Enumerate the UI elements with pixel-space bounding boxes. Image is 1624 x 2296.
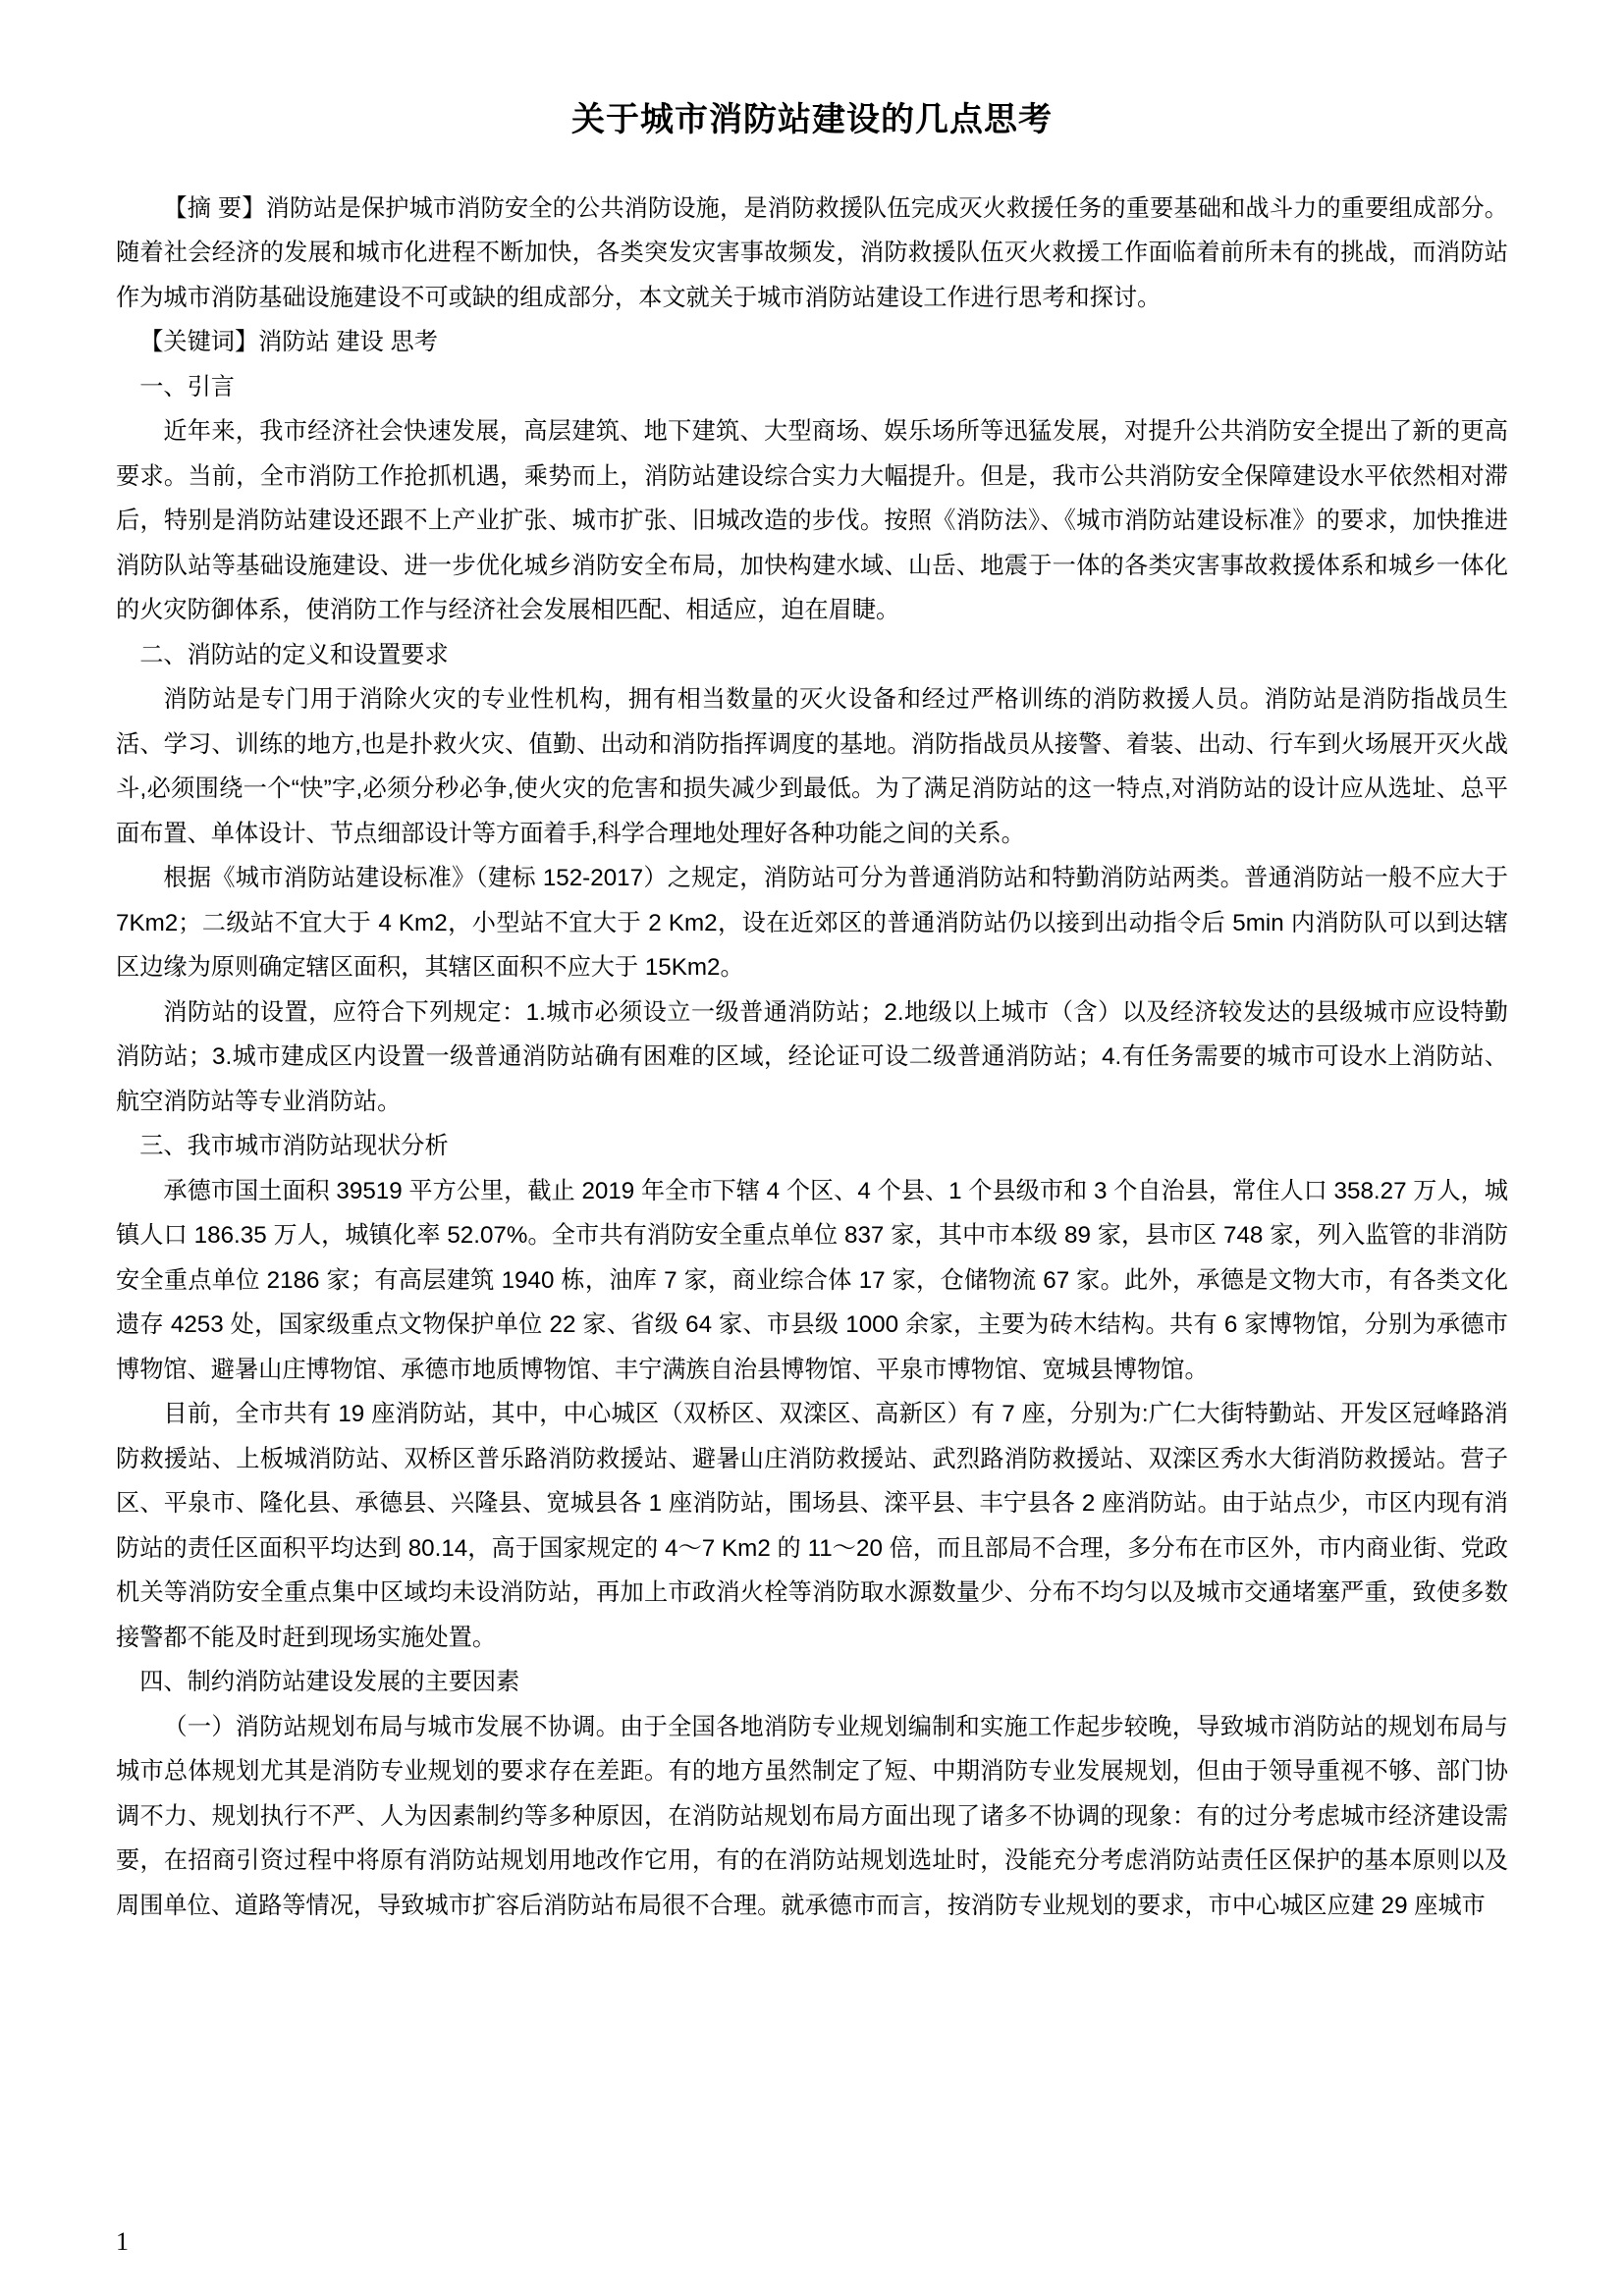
section-4-paragraph-1: （一）消防站规划布局与城市发展不协调。由于全国各地消防专业规划编制和实施工作起步较晚，导致城市消防站的规划布局与城市总体规划尤其是消防专业规划的要求存在差距。有的地方虽然制定了短、中期消防专业发展规划，但由于领导重视不够、部门协调不力、规划执行不严、人为因素制约等多种原因，在消防站规划布局方面出现了诸多不协调的现象：有的过分考虑城市经济建设需要，在招商引资过程中将原有消防站规划用地改作它用，有的在消防站规划选址时，没能充分考虑消防站责任区保护的基本原则以及周围单位、道路等情况，导致城市扩容后消防站布局很不合理。就承德市而言，按消防专业规划的要求，市中心城区应建 29 座城市 bbox=[116, 1713, 1508, 1919]
section-heading-1: 一、引言 bbox=[139, 373, 235, 400]
section-2-paragraph-3: 消防站的设置，应符合下列规定：1.城市必须设立一级普通消防站；2.地级以上城市（含）以及经济较发达的县级城市应设特勤消防站；3.城市建成区内设置一级普通消防站确有困难的区域，经论证可设二级普通消防站；4.有任务需要的城市可设水上消防站、航空消防站等专业消防站。 bbox=[116, 998, 1508, 1115]
page-number: 1 bbox=[116, 2227, 129, 2256]
document-body bbox=[116, 187, 1508, 1929]
abstract-paragraph: 【摘 要】消防站是保护城市消防安全的公共消防设施，是消防救援队伍完成灭火救援任务的重要基础和战斗力的重要组成部分。随着社会经济的发展和城市化进程不断加快，各类突发灾害事故频发，消防救援队伍灭火救援工作面临着前所未有的挑战，而消防站作为城市消防基础设施建设不可或缺的组成部分，本文就关于城市消防站建设工作进行思考和探讨。 bbox=[116, 194, 1508, 311]
section-heading-2: 二、消防站的定义和设置要求 bbox=[139, 641, 449, 668]
section-3-paragraph-1: 承德市国土面积 39519 平方公里，截止 2019 年全市下辖 4 个区、4 个县、1 个县级市和 3 个自治县，常住人口 358.27 万人，城镇人口 186.35 万人，城镇化率 52.07%。全市共有消防安全重点单位 837 家，其中市本级 89 家，县市区 748 家，列入监管的非消防安全重点单位 2186 家；有高层建筑 1940 栋，油库 7 家，商业综合体 17 家，仓储物流 67 家。此外，承德是文物大市，有各类文化遗存 4253 处，国家级重点文物保护单位 22 家、省级 64 家、市县级 1000 余家，主要为砖木结构。共有 6 家博物馆，分别为承德市博物馆、避暑山庄博物馆、承德市地质博物馆、丰宁满族自治县博物馆、平泉市博物馆、宽城县博物馆。 bbox=[116, 1177, 1508, 1383]
section-1-paragraph-1: 近年来，我市经济社会快速发展，高层建筑、地下建筑、大型商场、娱乐场所等迅猛发展，对提升公共消防安全提出了新的更高要求。当前，全市消防工作抢抓机遇，乘势而上，消防站建设综合实力大幅提升。但是，我市公共消防安全保障建设水平依然相对滞后，特别是消防站建设还跟不上产业扩张、城市扩张、旧城改造的步伐。按照《消防法》、《城市消防站建设标准》的要求，加快推进消防队站等基础设施建设、进一步优化城乡消防安全布局，加快构建水域、山岳、地震于一体的各类灾害事故救援体系和城乡一体化的火灾防御体系，使消防工作与经济社会发展相匹配、相适应，迫在眉睫。 bbox=[116, 418, 1508, 624]
section-2-paragraph-2: 根据《城市消防站建设标准》（建标 152-2017）之规定，消防站可分为普通消防站和特勤消防站两类。普通消防站一般不应大于 7Km2；二级站不宜大于 4 Km2，小型站不宜大于 2 Km2，设在近郊区的普通消防站仍以接到出动指令后 5min 内消防队可以到达辖区边缘为原则确定辖区面积，其辖区面积不应大于 15Km2。 bbox=[116, 865, 1508, 982]
section-3-paragraph-2: 目前，全市共有 19 座消防站，其中，中心城区（双桥区、双滦区、高新区）有 7 座，分别为:广仁大街特勤站、开发区冠峰路消防救援站、上板城消防站、双桥区普乐路消防救援站、避暑山庄消防救援站、武烈路消防救援站、双滦区秀水大街消防救援站。营子区、平泉市、隆化县、承德县、兴隆县、宽城县各 1 座消防站，围场县、滦平县、丰宁县各 2 座消防站。由于站点少，市区内现有消防站的责任区面积平均达到 80.14，高于国家规定的 4～7 Km2 的 11～20 倍，而且部局不合理，多分布在市区外，市内商业街、党政机关等消防安全重点集中区域均未设消防站，再加上市政消火栓等消防取水源数量少、分布不均匀以及城市交通堵塞严重，致使多数接警都不能及时赶到现场实施处置。 bbox=[116, 1401, 1508, 1651]
page-title: 关于城市消防站建设的几点思考 bbox=[571, 101, 1053, 138]
section-heading-4: 四、制约消防站建设发展的主要因素 bbox=[139, 1669, 520, 1696]
section-2-paragraph-1: 消防站是专门用于消除火灾的专业性机构，拥有相当数量的灭火设备和经过严格训练的消防救援人员。消防站是消防指战员生活、学习、训练的地方,也是扑救火灾、值勤、出动和消防指挥调度的基地。消防指战员从接警、着装、出动、行车到火场展开灭火战斗,必须围绕一个“快”字,必须分秒必争,使火灾的危害和损失减少到最低。为了满足消防站的这一特点,对消防站的设计应从选址、总平面布置、单体设计、节点细部设计等方面着手,科学合理地处理好各种功能之间的关系。 bbox=[116, 686, 1508, 847]
keywords-line: 【关键词】消防站 建设 思考 bbox=[139, 329, 438, 356]
section-heading-3: 三、我市城市消防站现状分析 bbox=[139, 1133, 449, 1160]
